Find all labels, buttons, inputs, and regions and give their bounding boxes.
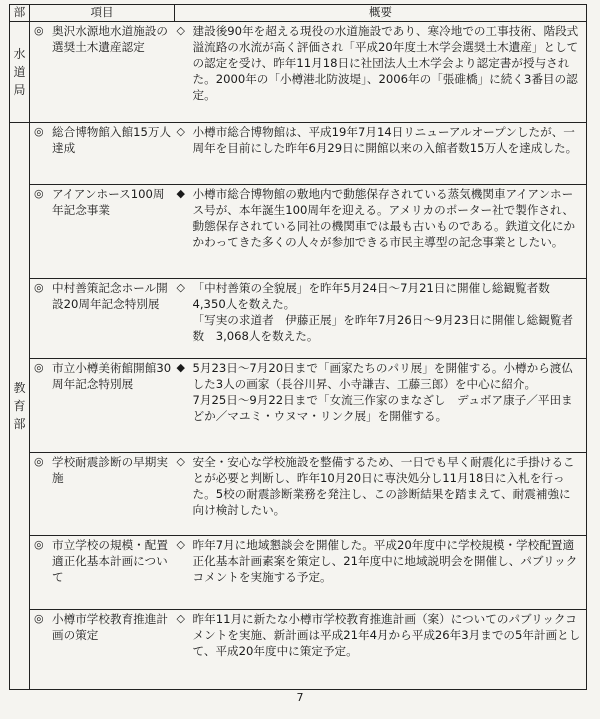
summary-text: 昨年11月に新たな小樽市学校教育推進計画（案）についてのパブリックコメントを実施、新計画は平成21年4月から平成26年3月までの5年計画として、平成20年度中に策定予定。 [192,612,581,658]
item-cell [30,453,175,536]
table-row [10,536,587,610]
table-row [10,453,587,536]
summary-text: 「中村善策の全貌展」を昨年5月24日～7月21日に開催し総観覧者数 4,350人を数えた。 [192,281,562,311]
table-row [10,123,587,185]
summary-text: 安全・安心な学校施設を整備するため、一日でも早く耐震化に手掛けることが必要と判断し、昨年10月20日に専決処分し11月18日に入札を行った。5校の耐震診断業務を発注し、この診断結果を踏まえて、耐震補強に向け検討したい。 [192,455,575,517]
summary-cell [175,185,587,279]
table-row [10,610,587,690]
double-circle-icon: ◎ [34,281,44,294]
diamond-icon: ◇ [176,281,185,294]
item-cell [30,536,175,610]
summary-cell [175,610,587,690]
summary-cell [175,279,587,359]
summary-text: 小樽市総合博物館は、平成19年7月14日リニューアルオープンしたが、一周年を目前にした昨年6月29日に開館以来の入館者数15万人を達成した。 [192,125,578,155]
header-item: 項目 [30,5,175,22]
dept-cell [10,22,30,123]
summary-cell [175,22,587,123]
diamond-icon: ◇ [176,125,185,138]
summary-text: 昨年7月に地域懇談会を開催した。平成20年度中に学校規模・学校配置適正化基本計画素案を策定し、21年度中に地域説明会を開催し、パブリックコメントを実施する予定。 [192,538,578,584]
summary-text: 小樽市総合博物館の敷地内で動態保存されている蒸気機関車アイアンホース号が、本年誕生100周年を迎える。アメリカのポーター社で製作され、動態保存されている同社の機関車では最も古いものである。鉄道文化にかかわってきた多くの人々が参加できる市民主導型の記念事業としたい。 [192,187,576,249]
summary-table [9,4,587,690]
double-circle-icon: ◎ [34,538,44,551]
item-cell [30,123,175,185]
item-title: 総合博物館入館15万人達成 [52,125,172,155]
table-row [10,279,587,359]
header-dept: 部 [10,5,30,22]
header-summary: 概要 [175,5,587,22]
diamond-icon: ◇ [176,538,185,551]
summary-text: 7月25日～9月22日まで「女流三作家のまなざし デュボア康子／平田まどか／マユミ・ウヌマ・リンク展」を開催する。 [192,393,573,423]
dept-label: 水道局 [13,47,26,97]
item-cell [30,359,175,453]
item-cell [30,279,175,359]
summary-cell [175,536,587,610]
double-circle-icon: ◎ [34,612,44,625]
filled-diamond-icon: ◆ [176,361,185,374]
item-title: 市立学校の規模・配置適正化基本計画について [52,538,168,584]
item-title: 市立小樽美術館開館30周年記念特別展 [52,361,172,391]
summary-cell [175,453,587,536]
diamond-icon: ◇ [176,24,185,37]
summary-text: 「写実の求道者 伊藤正展」を昨年7月26日～9月23日に開催し総観覧者数 3,068人を数えた。 [192,313,573,343]
diamond-icon: ◇ [176,455,185,468]
double-circle-icon: ◎ [34,361,44,374]
double-circle-icon: ◎ [34,125,44,138]
double-circle-icon: ◎ [34,455,44,468]
dept-cell [10,123,30,690]
summary-text: 建設後90年を超える現役の水道施設であり、寒冷地での工事技術、階段式溢流路の水流が高く評価され「平成20年度土木学会選奨土木遺産」としての認定を受け、昨年11月18日に社団法人土木学会より認定書が授与された。2000年の「小樽港北防波堤」、2006年の「張碓橋」に続く3番目の認定。 [192,24,579,102]
summary-cell [175,359,587,453]
dept-label: 教育部 [13,381,26,431]
page-number: 7 [296,691,304,704]
table-row [10,359,587,453]
diamond-icon: ◇ [176,612,185,625]
item-cell [30,185,175,279]
item-title: 学校耐震診断の早期実施 [52,455,168,485]
item-title: 中村善策記念ホール開設20周年記念特別展 [52,281,168,311]
double-circle-icon: ◎ [34,24,44,37]
item-title: アイアンホース100周年記念事業 [52,187,165,217]
double-circle-icon: ◎ [34,187,44,200]
filled-diamond-icon: ◆ [176,187,185,200]
item-cell [30,610,175,690]
item-cell [30,22,175,123]
summary-text: 5月23日～7月20日まで「画家たちのパリ展」を開催する。小樽から渡仏した3人の画家（長谷川昇、小寺謙吉、工藤三郎）を中心に紹介。 [192,361,573,391]
table-row [10,22,587,123]
item-title: 小樽市学校教育推進計画の策定 [52,612,168,642]
item-title: 奥沢水源地水道施設の選奨土木遺産認定 [52,24,168,54]
summary-cell [175,123,587,185]
table-row [10,185,587,279]
table-header-row [10,5,587,22]
